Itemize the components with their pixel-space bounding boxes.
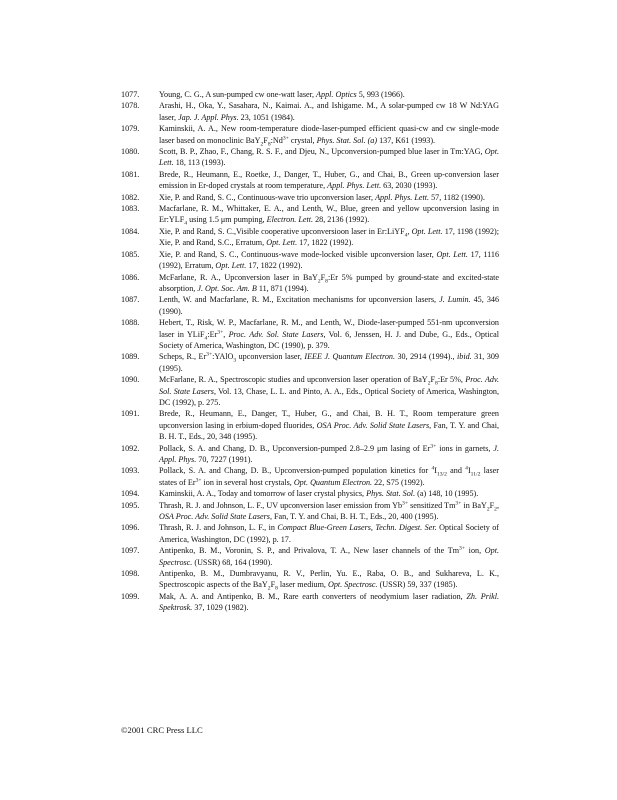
- reference-text: Arashi, H., Oka, Y., Sasahara, N., Kaimai. A., and Ishigame. M., A solar-pumped cw 18 W Nd:YAG laser, Jap. J. Appl. Phys. 23, 1051 (1984).: [159, 101, 499, 122]
- reference-number: 1090.: [121, 375, 140, 385]
- reference-text: McFarlane, R. A., Spectroscopic studies and upconversion laser operation of $BaY_2F_8:Er$ 5%, Proc. Adv. Sol. State Lasers, Vol. 13, Chase, L. L. and Pinto, A. A., Eds., Optical Society of America, Washington, DC (1992), p. 275.: [159, 375, 500, 407]
- reference-text: Pollack, S. A. and Chang, D. B., Upconversion-pumped population kinetics for $^4I_{13/2}$ and $^4I_{11/2}$ laser states of $Er^{3+}$ ion in several host crystals, Opt. Quantum Electron. 22, S75 (1992).: [159, 465, 499, 487]
- reference-text: Thrash, R. J. and Johnson, L. F., UV upconversion laser emission from $Yb^{3+}$ sensitized $Tm^{3+}$ in $BaY_2F_2$, OSA Proc. Adv. Solid State Lasers, Fan, T. Y. and Chai, B. H. T., Eds., 20, 400 (1995).: [159, 499, 499, 522]
- reference-item: [121, 522, 499, 545]
- reference-item: [121, 500, 499, 523]
- reference-item: [121, 123, 499, 146]
- reference-text: Young, C. G., A sun-pumped cw one-watt laser, Appl. Optics 5, 993 (1966).: [159, 90, 405, 99]
- reference-item: [121, 591, 499, 614]
- reference-item: [121, 488, 499, 499]
- reference-number: 1078.: [121, 101, 140, 111]
- reference-item: [121, 443, 499, 466]
- reference-number: 1081.: [121, 169, 140, 179]
- reference-text: Pollack, S. A. and Chang, D. B., Upconversion-pumped 2.8–2.9 μm lasing of $Er^{3+}$ ions in garnets, J. Appl. Phys. 70, 7227 (1991).: [159, 442, 499, 464]
- reference-text: Kaminskii, A. A., Today and tomorrow of laser crystal physics, Phys. Stat. Sol. (a) 148, 10 (1995).: [159, 489, 479, 499]
- reference-item: [121, 226, 499, 249]
- reference-item: [121, 374, 499, 408]
- reference-item: [121, 100, 499, 123]
- reference-item: [121, 465, 499, 488]
- reference-number: 1093.: [121, 466, 140, 476]
- reference-text: Antipenko, B. M., Voronin, S. P., and Privalova, T. A., New laser channels of the $Tm^{3+}$ ion, Opt. Spectrosc. (USSR) 68, 164 (1990).: [159, 545, 500, 567]
- reference-item: [121, 192, 499, 203]
- reference-item: [121, 568, 499, 591]
- reference-text: Xie, P. and Rand, S. C.,Visible cooperative upconversioon laser in Er:LiYF$_4$, Opt. Lett. 17, 1198 (1992); Xie, P. and Rand, S.C., Erratum, Opt. Lett. 17, 1822 (1992).: [159, 226, 500, 248]
- reference-number: 1088.: [121, 318, 140, 328]
- reference-text: Mak, A. A. and Antipenko, B. M., Rare earth converters of neodymium laser radiation, Zh. Prikl. Spektrosk. 37, 1029 (1982).: [159, 591, 500, 613]
- reference-text: McFarlane, R. A., Upconversion laser in $BaY_2F_8:Er$ 5% pumped by ground-state and excited-state absorption, J. Opt. Soc. Am. B 11, 871 (1994).: [159, 272, 499, 293]
- reference-item: [121, 294, 499, 317]
- reference-number: 1087.: [121, 295, 140, 305]
- reference-text: Hebert, T., Risk, W. P., Macfarlane, R. M., and Lenth, W., Diode-laser-pumped 551-nm upconversion laser in $YLiF_4:Er^{3+}$, Proc. Adv. Sol. State Lasers, Vol. 6, Jenssen, H. J. and Dube, G., Eds., Optical Society of America, Washington, DC (1990), p. 379.: [159, 318, 499, 350]
- reference-item: [121, 169, 499, 192]
- reference-number: 1077.: [121, 90, 140, 99]
- reference-text: Antipenko, B. M., Dumbravyanu, R. V., Perlin, Yu. E., Raba, O. B., and Sukhareva, L. K., Spectroscopic aspects of the $BaY_2F_8$ laser medium, Opt. Spectrosc. (USSR) 59, 337 (1985).: [159, 569, 499, 593]
- reference-number: 1089.: [121, 352, 140, 362]
- reference-number: 1098.: [121, 569, 140, 579]
- copyright-footer: ©2001 CRC Press LLC: [121, 725, 203, 735]
- reference-item: [121, 545, 499, 568]
- reference-item: [121, 272, 499, 295]
- reference-number: 1084.: [121, 226, 140, 236]
- reference-text: Macfarlane, R. M., Whittaker, E. A., and Lenth, W., Blue, green and yellow upconversion lasing in $Er:YLF_4$ using 1.5 μm pumping, Electron. Lett. 28, 2136 (1992).: [159, 204, 499, 228]
- reference-number: 1085.: [121, 249, 140, 259]
- reference-number: 1096.: [121, 523, 140, 533]
- reference-text: Brede, R., Heumann, E., Roetke, J., Danger, T., Huber, G., and Chai, B., Green up-conversion laser emission in Er-doped crystals at room temperature, Appl. Phys. Lett. 63, 2030 (1993).: [159, 169, 499, 191]
- reference-text: Scott, B. P., Zhao, F., Chang, R. S. F., and Djeu, N., Upconversion-pumped blue laser in Tm:YAG, Opt. Lett. 18, 113 (1993).: [159, 147, 499, 168]
- reference-list: [121, 89, 499, 614]
- reference-text: Xie, P. and Rand, S. C., Continuous-wave mode-locked visible upconversion laser, Opt. Lett. 17, 1116 (1992), Erratum, Opt. Lett. 17, 1822 (1992).: [159, 249, 500, 271]
- reference-text: Lenth, W. and Macfarlane, R. M., Excitation mechanisms for upconversion lasers, J. Lumin. 45, 346 (1990).: [159, 295, 500, 316]
- reference-number: 1097.: [121, 546, 140, 556]
- reference-item: [121, 351, 499, 374]
- reference-number: 1099.: [121, 591, 140, 601]
- reference-item: [121, 317, 499, 351]
- reference-item: [121, 249, 499, 272]
- reference-number: 1095.: [121, 500, 140, 510]
- reference-number: 1080.: [121, 147, 140, 157]
- reference-item: [121, 408, 499, 442]
- reference-text: Thrash, R. J. and Johnson, L. F., in Compact Blue-Green Lasers, Techn. Digest. Ser. Optical Society of America, Washington, DC (1992), p. 17.: [159, 523, 500, 544]
- reference-number: 1094.: [121, 489, 140, 499]
- reference-number: 1086.: [121, 272, 140, 282]
- reference-text: Scheps, R., $Er^{3+}:YAlO_3$ upconversion laser, IEEE J. Quantum Electron. 30, 2914 (1994)., ibid. 31, 309 (1995).: [159, 351, 499, 373]
- reference-item: [121, 203, 499, 226]
- reference-number: 1091.: [121, 409, 140, 419]
- reference-item: [121, 146, 499, 169]
- reference-number: 1082.: [121, 192, 140, 202]
- reference-text: Brede, R., Heumann, E., Danger, T., Huber, G., and Chai, B. H. T., Room temperature green upconversion lasing in erbium-doped fluorides, OSA Proc. Adv. Solid State Lasers, Fan, T. Y. and Chai, B. H. T., Eds., 20, 348 (1995).: [159, 409, 499, 442]
- reference-item: [121, 89, 499, 100]
- reference-text: Xie, P. and Rand, S. C., Continuous-wave trio upconversion laser, Appl. Phys. Lett. 57, 1182 (1990).: [159, 192, 485, 202]
- reference-number: 1092.: [121, 443, 140, 453]
- reference-number: 1083.: [121, 204, 140, 214]
- reference-number: 1079.: [121, 124, 140, 134]
- reference-text: Kaminskii, A. A., New room-temperature diode-laser-pumped efficient quasi-cw and cw single-mode laser based on monoclinic $BaY_2F_8:Nd^{3+}$ crystal, Phys. Stat. Sol. (a) 137, K61 (1993).: [159, 124, 499, 148]
